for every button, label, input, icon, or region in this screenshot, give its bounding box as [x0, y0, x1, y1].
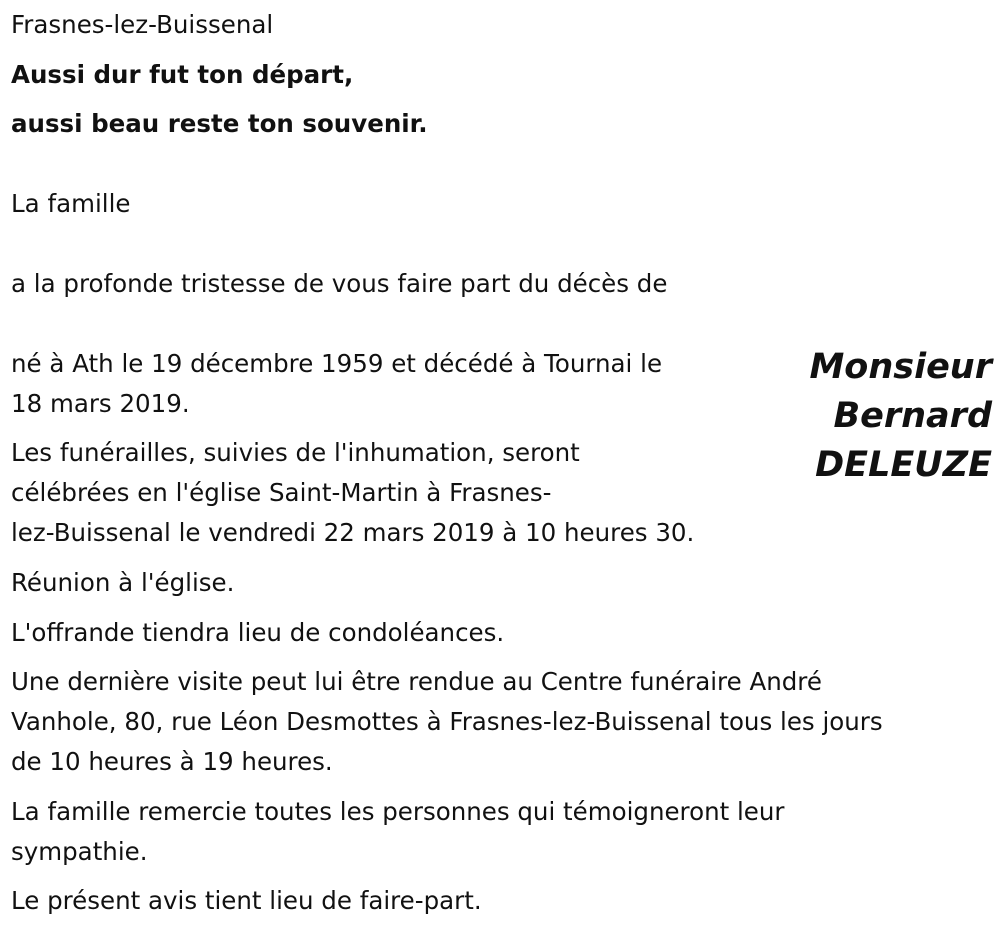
funeral-line-3: lez-Buissenal le vendredi 22 mars 2019 à 10 heures 30. — [11, 518, 695, 547]
deceased-name — [809, 343, 992, 490]
visit-line-1: Une dernière visite peut lui être rendue au Centre funéraire André — [11, 667, 822, 696]
birth-line-1: né à Ath le 19 décembre 1959 et décédé à Tournai le — [11, 349, 663, 378]
notice-line: Le présent avis tient lieu de faire-part. — [11, 886, 482, 915]
deceased-first-name: Bernard — [833, 396, 992, 436]
quote-line-1: Aussi dur fut ton départ, — [11, 60, 354, 89]
visit-line-2: Vanhole, 80, rue Léon Desmottes à Frasnes-lez-Buissenal tous les jours — [11, 707, 883, 736]
location-line: Frasnes-lez-Buissenal — [11, 10, 274, 39]
offering-line: L'offrande tiendra lieu de condoléances. — [11, 618, 505, 647]
deceased-title: Monsieur — [809, 347, 992, 387]
visit-line-3: de 10 heures à 19 heures. — [11, 747, 333, 776]
deceased-last-name: DELEUZE — [815, 445, 992, 485]
thanks-line-1: La famille remercie toutes les personnes qui témoigneront leur — [11, 797, 785, 826]
announcement-line: a la profonde tristesse de vous faire part du décès de — [11, 269, 668, 298]
birth-line-2: 18 mars 2019. — [11, 389, 190, 418]
thanks-line-2: sympathie. — [11, 837, 148, 866]
funeral-line-1: Les funérailles, suivies de l'inhumation, seront — [11, 438, 580, 467]
meeting-line: Réunion à l'église. — [11, 568, 235, 597]
quote-line-2: aussi beau reste ton souvenir. — [11, 109, 428, 138]
family-line: La famille — [11, 189, 131, 218]
funeral-line-2: célébrées en l'église Saint-Martin à Frasnes- — [11, 478, 552, 507]
